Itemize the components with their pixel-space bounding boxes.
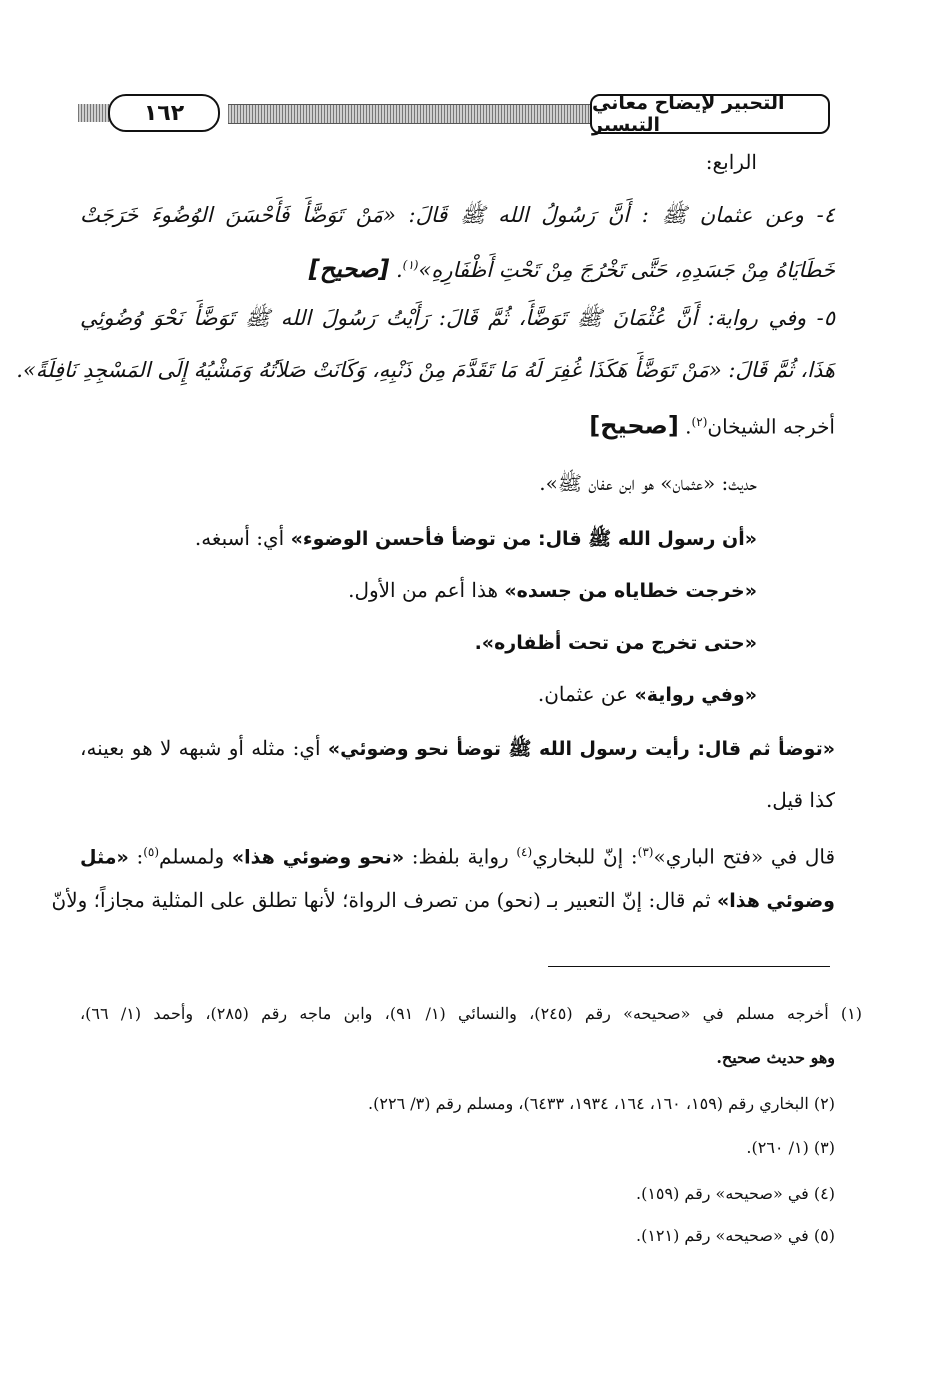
quoted-phrase: «توضأ ثم قال: رأيت رسول الله ﷺ توضأ نحو وضوئي» <box>327 738 835 760</box>
hadith-line: هَذَا، ثُمَّ قَالَ: «مَنْ تَوَضَّأَ هَكَذَا غُفِرَ لَهُ مَا تَقَدَّمَ مِنْ ذَنْبِهِ، وَكَانَتْ صَلاَتُهُ وَمَشْيُهُ إِلَى المَسْجِدِ نَافِلَةً». <box>16 358 835 382</box>
commentary-text: أي: مثله أو شبهه لا هو بعينه، <box>80 736 328 760</box>
commentary-line <box>51 884 835 917</box>
commentary-text: هذا أعم من الأول. <box>348 578 505 602</box>
footnote-ref: (٤) <box>516 845 533 859</box>
commentary-text: ثم قال: إنّ التعبير بـ (نحو) من تصرف الرواة؛ لأنها تطلق على المثلية مجازاً؛ ولأنّ <box>51 888 717 912</box>
footnote-1-continued <box>80 1044 835 1072</box>
hadith-line <box>309 249 835 286</box>
main-text <box>16 0 836 960</box>
footnote-separator <box>548 966 830 967</box>
commentary-line <box>538 678 757 711</box>
commentary-text: قال في «فتح الباري» <box>653 844 836 869</box>
text-line: الرابع: <box>705 150 757 174</box>
commentary-line: حديث: «عثمان» هو ابن عفان ﷺ». <box>539 471 757 495</box>
footnote-ref: (٥) <box>143 845 160 859</box>
commentary-line <box>475 626 757 659</box>
commentary-line <box>80 836 835 874</box>
hadith-line: ٤- وعن عثمان ﷺ : أَنَّ رَسُولُ الله ﷺ قَالَ: «مَنْ تَوَضَّأَ فَأَحْسَنَ الوُضُوءَ خَرَجَتْ <box>80 203 835 227</box>
grade-label: [صحيح] <box>589 411 679 440</box>
commentary-text: رواية بلفظ: <box>404 844 517 869</box>
quoted-phrase: «مثل <box>80 846 129 869</box>
footnote-2: (٢) البخاري رقم (١٥٩، ١٦٠، ١٦٤، ١٩٣٤، ٦٤٣٣)، ومسلم رقم (٣/ ٢٢٦). <box>368 1094 835 1113</box>
commentary-line <box>348 574 757 607</box>
footnote-grade: وهو حديث صحيح. <box>716 1048 835 1067</box>
commentary-text: : إنّ للبخاري <box>532 844 638 869</box>
quoted-phrase: «نحو وضوئي هذا» <box>231 846 405 869</box>
quoted-phrase: وضوئي هذا» <box>717 890 835 912</box>
page-number: ١٦٢ <box>108 94 220 132</box>
punctuation: . <box>678 414 692 439</box>
quoted-phrase: «أن رسول الله ﷺ قال: من توضأ فأحسن الوضوء» <box>290 528 757 550</box>
text-line <box>589 406 835 443</box>
grade-label: [صحيح] <box>308 255 390 283</box>
commentary-line: كذا قيل. <box>765 788 835 812</box>
commentary-line <box>80 732 835 765</box>
source-text: أخرجه الشيخان <box>707 414 835 439</box>
commentary-line <box>195 522 757 555</box>
commentary-text: ولمسلم <box>159 844 232 869</box>
quoted-phrase: «خرجت خطاياه من جسده» <box>504 580 757 602</box>
footnote-5: (٥) في «صحيحه» رقم (١٢١). <box>635 1226 835 1245</box>
running-title: التحبير لإيضاح معاني التيسير <box>590 94 830 134</box>
punctuation: . <box>389 258 403 282</box>
commentary-text: عن عثمان. <box>537 682 635 706</box>
footnote-4: (٤) في «صحيحه» رقم (١٥٩). <box>635 1184 835 1203</box>
hadith-text: خَطَايَاهُ مِنْ جَسَدِهِ، حَتَّى تَخْرُجَ مِنْ تَحْتِ أَظْفَارِهِ» <box>418 258 835 282</box>
footnote-3: (٣) (١/ ٢٦٠). <box>746 1138 835 1157</box>
quoted-phrase: «حتى تخرج من تحت أظفاره». <box>474 632 757 654</box>
footnote-ref: (٣) <box>637 845 654 859</box>
footnote-ref: (١) <box>402 258 419 272</box>
commentary-text: أي: أسبغه. <box>194 526 291 550</box>
punctuation: : <box>128 844 144 869</box>
quoted-phrase: «وفي رواية» <box>634 684 757 706</box>
hadith-line: ٥- وفي رواية: أَنَّ عُثْمَانَ ﷺ تَوَضَّأَ، ثُمَّ قَالَ: رَأَيْتُ رَسُولَ الله ﷺ تَوَضَّأَ نَحْوَ وُضُوئِي <box>80 306 835 330</box>
footnote-ref: (٢) <box>691 415 708 429</box>
footnote-1: (١) أخرجه مسلم في «صحيحه» رقم (٢٤٥)، والنسائي (١/ ٩١)، وابن ماجه رقم (٢٨٥)، وأحمد (١/ ٦٦)، <box>80 1004 863 1023</box>
